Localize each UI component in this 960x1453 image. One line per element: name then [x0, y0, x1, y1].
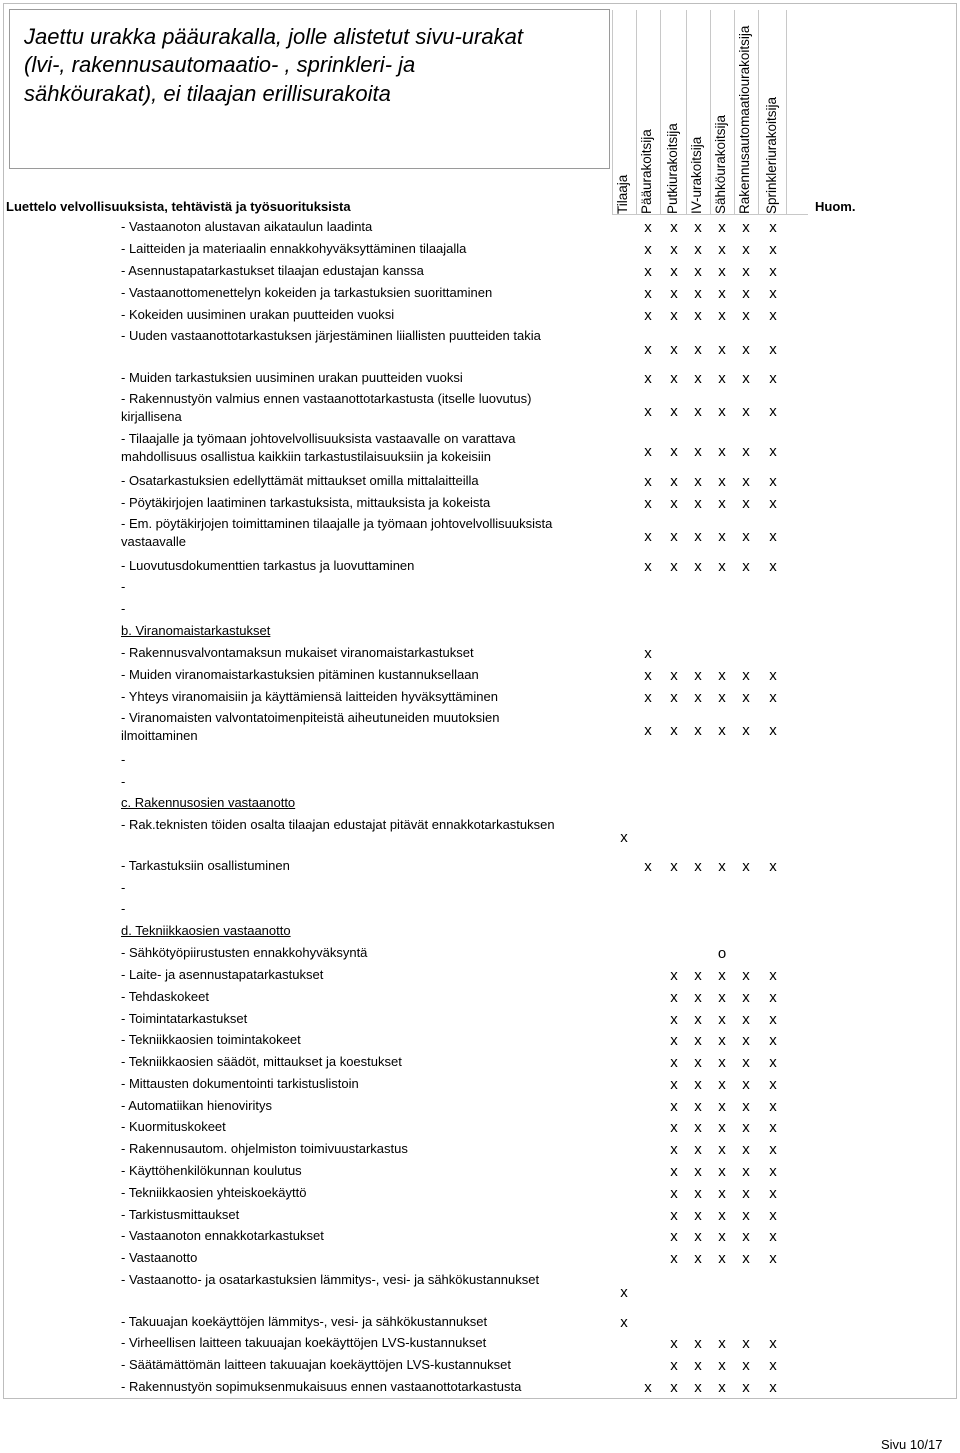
responsibility-mark: x: [718, 285, 726, 302]
responsibility-mark: x: [670, 241, 678, 258]
column-separator: [758, 10, 759, 214]
responsibility-mark: x: [742, 285, 750, 302]
task-text: - Kuormituskokeet: [121, 1119, 226, 1134]
task-text: - Asennustapatarkastukset tilaajan edustajan kanssa: [121, 263, 424, 278]
column-header: Sprinkleriurakoitsija: [764, 96, 779, 214]
responsibility-mark: x: [644, 219, 652, 236]
responsibility-mark: x: [718, 241, 726, 258]
column-header: Tilaaja: [615, 174, 630, 214]
responsibility-mark: x: [670, 722, 678, 739]
responsibility-mark: x: [769, 1011, 777, 1028]
responsibility-mark: x: [742, 1250, 750, 1267]
task-text: - Tekniikkaosien toimintakokeet: [121, 1032, 301, 1047]
responsibility-mark: x: [670, 1335, 678, 1352]
responsibility-mark: x: [742, 1228, 750, 1245]
responsibility-mark: x: [718, 1228, 726, 1245]
task-text: - Tehdaskokeet: [121, 989, 209, 1004]
task-text: -: [121, 579, 126, 594]
task-text: - Mittausten dokumentointi tarkistuslistoin: [121, 1076, 359, 1091]
responsibility-mark: x: [742, 989, 750, 1006]
task-text: b. Viranomaistarkastukset: [121, 623, 271, 638]
responsibility-mark: x: [644, 858, 652, 875]
responsibility-mark: x: [620, 829, 628, 846]
column-header: IV-urakoitsija: [689, 136, 704, 214]
responsibility-mark: x: [718, 1335, 726, 1352]
column-separator: [710, 10, 711, 214]
column-header: Rakennusautomaatiourakoitsija: [737, 25, 752, 214]
responsibility-mark: x: [620, 1314, 628, 1331]
responsibility-mark: x: [718, 722, 726, 739]
task-text: - Sähkötyöpiirustusten ennakkohyväksyntä: [121, 945, 368, 960]
responsibility-mark: x: [769, 858, 777, 875]
responsibility-mark: x: [694, 1357, 702, 1374]
responsibility-mark: x: [670, 443, 678, 460]
responsibility-mark: x: [742, 1032, 750, 1049]
task-text: - Muiden tarkastuksien uusiminen urakan puutteiden vuoksi: [121, 370, 463, 385]
responsibility-mark: x: [670, 528, 678, 545]
task-text: - Virheellisen laitteen takuuajan koekäyttöjen LVS-kustannukset: [121, 1335, 487, 1350]
task-text: - Muiden viranomaistarkastuksien pitäminen kustannuksellaan: [121, 667, 479, 682]
title-box: [9, 9, 610, 169]
column-separator: [734, 10, 735, 214]
task-text: d. Tekniikkaosien vastaanotto: [121, 923, 291, 938]
task-text: - Rakennusvalvontamaksun mukaiset viranomaistarkastukset: [121, 645, 474, 660]
responsibility-mark: x: [644, 285, 652, 302]
responsibility-mark: x: [718, 528, 726, 545]
header-rule: [612, 214, 808, 215]
responsibility-mark: x: [718, 1119, 726, 1136]
task-text: - Pöytäkirjojen laatiminen tarkastuksista, mittauksista ja kokeista: [121, 495, 491, 510]
responsibility-mark: x: [769, 1119, 777, 1136]
responsibility-mark: x: [718, 219, 726, 236]
responsibility-mark: x: [718, 1163, 726, 1180]
responsibility-mark: x: [694, 495, 702, 512]
responsibility-mark: x: [670, 1054, 678, 1071]
task-text: - Tarkistusmittaukset: [121, 1207, 240, 1222]
responsibility-mark: x: [769, 722, 777, 739]
responsibility-mark: x: [718, 1098, 726, 1115]
responsibility-mark: x: [644, 1379, 652, 1396]
responsibility-mark: x: [718, 1207, 726, 1224]
responsibility-mark: x: [644, 722, 652, 739]
responsibility-mark: x: [742, 1207, 750, 1224]
responsibility-mark: x: [644, 645, 652, 662]
responsibility-mark: x: [742, 722, 750, 739]
responsibility-mark: x: [718, 403, 726, 420]
responsibility-mark: x: [742, 1119, 750, 1136]
responsibility-mark: x: [769, 1098, 777, 1115]
task-text: -: [121, 901, 126, 916]
responsibility-mark: x: [718, 858, 726, 875]
responsibility-mark: x: [769, 403, 777, 420]
responsibility-mark: x: [742, 1098, 750, 1115]
responsibility-mark: x: [670, 1228, 678, 1245]
responsibility-mark: x: [694, 1119, 702, 1136]
responsibility-mark: x: [718, 473, 726, 490]
responsibility-mark: x: [644, 341, 652, 358]
responsibility-mark: x: [694, 989, 702, 1006]
responsibility-mark: x: [644, 307, 652, 324]
responsibility-mark: x: [670, 689, 678, 706]
responsibility-mark: x: [742, 667, 750, 684]
responsibility-mark: x: [718, 989, 726, 1006]
responsibility-mark: x: [694, 1335, 702, 1352]
intro-heading: Luettelo velvollisuuksista, tehtävistä ja työsuorituksista: [6, 199, 351, 214]
responsibility-mark: x: [718, 1379, 726, 1396]
task-text: c. Rakennusosien vastaanotto: [121, 795, 296, 810]
responsibility-mark: x: [718, 1054, 726, 1071]
column-separator: [786, 10, 787, 214]
responsibility-mark: x: [670, 989, 678, 1006]
responsibility-mark: x: [694, 1098, 702, 1115]
responsibility-mark: x: [769, 1207, 777, 1224]
responsibility-mark: x: [694, 1228, 702, 1245]
responsibility-mark: x: [718, 667, 726, 684]
responsibility-mark: x: [742, 219, 750, 236]
task-text: - Vastaanoton alustavan aikataulun laadinta: [121, 219, 373, 234]
task-text: - Vastaanotto: [121, 1250, 198, 1265]
responsibility-mark: x: [742, 403, 750, 420]
responsibility-mark: x: [769, 1054, 777, 1071]
responsibility-mark: x: [769, 443, 777, 460]
responsibility-mark: x: [718, 1032, 726, 1049]
responsibility-mark: x: [694, 858, 702, 875]
task-text: - Viranomaisten valvontatoimenpiteistä aiheutuneiden muutoksien ilmoittaminen: [121, 710, 500, 743]
task-text: -: [121, 880, 126, 895]
task-text: - Automatiikan hienoviritys: [121, 1098, 273, 1113]
responsibility-mark: o: [717, 945, 727, 962]
huom-heading: Huom.: [815, 199, 856, 214]
column-separator: [612, 10, 613, 214]
task-text: - Vastaanoton ennakkotarkastukset: [121, 1228, 324, 1243]
task-text: - Käyttöhenkilökunnan koulutus: [121, 1163, 302, 1178]
responsibility-mark: x: [718, 341, 726, 358]
responsibility-mark: x: [670, 1032, 678, 1049]
task-text: - Toimintatarkastukset: [121, 1011, 248, 1026]
responsibility-mark: x: [694, 722, 702, 739]
responsibility-mark: x: [769, 1379, 777, 1396]
responsibility-mark: x: [742, 1379, 750, 1396]
responsibility-mark: x: [620, 1284, 628, 1301]
responsibility-mark: x: [769, 1076, 777, 1093]
task-text: -: [121, 774, 126, 789]
column-header: Putkiurakoitsija: [665, 123, 680, 214]
responsibility-mark: x: [670, 307, 678, 324]
responsibility-mark: x: [769, 370, 777, 387]
responsibility-mark: x: [694, 219, 702, 236]
responsibility-mark: x: [670, 263, 678, 280]
title-line-3: sähköurakat), ei tilaajan erillisurakoita: [24, 81, 391, 106]
task-text: - Rak.teknisten töiden osalta tilaajan edustajat pitävät ennakkotarkastuksen: [121, 817, 555, 832]
responsibility-mark: x: [644, 443, 652, 460]
responsibility-mark: x: [769, 307, 777, 324]
responsibility-mark: x: [694, 1076, 702, 1093]
responsibility-mark: x: [670, 1098, 678, 1115]
responsibility-mark: x: [694, 689, 702, 706]
responsibility-mark: x: [694, 1185, 702, 1202]
responsibility-mark: x: [718, 558, 726, 575]
responsibility-mark: x: [769, 1141, 777, 1158]
responsibility-mark: x: [769, 495, 777, 512]
responsibility-mark: x: [644, 241, 652, 258]
task-text: -: [121, 601, 126, 616]
responsibility-mark: x: [670, 858, 678, 875]
responsibility-mark: x: [718, 967, 726, 984]
column-header: Sähköurakoitsija: [713, 114, 728, 214]
responsibility-mark: x: [769, 667, 777, 684]
responsibility-mark: x: [718, 1076, 726, 1093]
responsibility-mark: x: [694, 1141, 702, 1158]
responsibility-mark: x: [694, 370, 702, 387]
responsibility-mark: x: [718, 307, 726, 324]
responsibility-mark: x: [742, 307, 750, 324]
responsibility-mark: x: [742, 1163, 750, 1180]
responsibility-mark: x: [742, 263, 750, 280]
task-text: - Luovutusdokumenttien tarkastus ja luovuttaminen: [121, 558, 415, 573]
task-text: - Säätämättömän laitteen takuuajan koekäyttöjen LVS-kustannukset: [121, 1357, 511, 1372]
task-text: - Kokeiden uusiminen urakan puutteiden vuoksi: [121, 307, 395, 322]
responsibility-mark: x: [769, 989, 777, 1006]
task-text: - Tilaajalle ja työmaan johtovelvollisuuksista vastaavalle on varattava mahdollisuus osallistua kaikkiin tarkastustilaisuuksiin ja kokeisiin: [121, 431, 516, 464]
responsibility-mark: x: [718, 495, 726, 512]
responsibility-mark: x: [644, 473, 652, 490]
title-line-2: (lvi-, rakennusautomaatio- , sprinkleri- ja: [24, 52, 416, 77]
task-text: - Rakennustyön sopimuksenmukaisuus ennen vastaanottotarkastusta: [121, 1379, 522, 1394]
task-text: - Osatarkastuksien edellyttämät mittaukset omilla mittalaitteilla: [121, 473, 479, 488]
responsibility-mark: x: [670, 1141, 678, 1158]
responsibility-mark: x: [694, 1163, 702, 1180]
responsibility-mark: x: [644, 370, 652, 387]
responsibility-mark: x: [670, 1357, 678, 1374]
responsibility-mark: x: [769, 1185, 777, 1202]
responsibility-mark: x: [742, 1357, 750, 1374]
responsibility-mark: x: [694, 1032, 702, 1049]
responsibility-mark: x: [670, 219, 678, 236]
responsibility-mark: x: [742, 558, 750, 575]
responsibility-mark: x: [670, 1119, 678, 1136]
task-text: - Vastaanottomenettelyn kokeiden ja tarkastuksien suorittaminen: [121, 285, 493, 300]
responsibility-mark: x: [644, 689, 652, 706]
responsibility-mark: x: [769, 263, 777, 280]
responsibility-mark: x: [718, 1250, 726, 1267]
responsibility-mark: x: [742, 967, 750, 984]
responsibility-mark: x: [694, 403, 702, 420]
responsibility-mark: x: [769, 558, 777, 575]
task-text: - Tekniikkaosien yhteiskoekäyttö: [121, 1185, 307, 1200]
responsibility-mark: x: [718, 1185, 726, 1202]
task-text: - Laitteiden ja materiaalin ennakkohyväksyttäminen tilaajalla: [121, 241, 467, 256]
column-separator: [636, 10, 637, 214]
responsibility-mark: x: [670, 495, 678, 512]
responsibility-mark: x: [670, 1207, 678, 1224]
responsibility-mark: x: [694, 558, 702, 575]
responsibility-mark: x: [769, 241, 777, 258]
responsibility-mark: x: [718, 263, 726, 280]
responsibility-mark: x: [742, 341, 750, 358]
responsibility-mark: x: [718, 370, 726, 387]
responsibility-mark: x: [644, 558, 652, 575]
responsibility-mark: x: [644, 667, 652, 684]
responsibility-mark: x: [694, 473, 702, 490]
responsibility-mark: x: [670, 1185, 678, 1202]
responsibility-mark: x: [644, 403, 652, 420]
responsibility-mark: x: [670, 403, 678, 420]
task-text: - Uuden vastaanottotarkastuksen järjestäminen liiallisten puutteiden takia: [121, 328, 541, 343]
responsibility-mark: x: [670, 370, 678, 387]
responsibility-mark: x: [670, 667, 678, 684]
responsibility-mark: x: [742, 528, 750, 545]
task-text: - Laite- ja asennustapatarkastukset: [121, 967, 324, 982]
responsibility-mark: x: [718, 1011, 726, 1028]
responsibility-mark: x: [742, 473, 750, 490]
responsibility-mark: x: [694, 443, 702, 460]
responsibility-mark: x: [644, 263, 652, 280]
responsibility-mark: x: [718, 1141, 726, 1158]
column-separator: [686, 10, 687, 214]
responsibility-mark: x: [694, 1054, 702, 1071]
responsibility-mark: x: [644, 528, 652, 545]
responsibility-mark: x: [742, 443, 750, 460]
responsibility-mark: x: [718, 443, 726, 460]
responsibility-mark: x: [694, 307, 702, 324]
task-text: - Takuuajan koekäyttöjen lämmitys-, vesi- ja sähkökustannukset: [121, 1314, 488, 1329]
responsibility-mark: x: [769, 967, 777, 984]
responsibility-mark: x: [742, 689, 750, 706]
page-number: Sivu 10/17: [881, 1437, 943, 1452]
task-text: - Vastaanotto- ja osatarkastuksien lämmitys-, vesi- ja sähkökustannukset: [121, 1272, 540, 1287]
responsibility-mark: x: [742, 495, 750, 512]
responsibility-mark: x: [769, 219, 777, 236]
task-text: -: [121, 752, 126, 767]
responsibility-mark: x: [742, 370, 750, 387]
task-text: - Em. pöytäkirjojen toimittaminen tilaajalle ja työmaan johtovelvollisuuksista vastaavalle: [121, 516, 553, 549]
responsibility-mark: x: [694, 241, 702, 258]
responsibility-mark: x: [769, 1335, 777, 1352]
responsibility-mark: x: [694, 285, 702, 302]
task-text: - Tarkastuksiin osallistuminen: [121, 858, 290, 873]
responsibility-mark: x: [742, 1054, 750, 1071]
responsibility-mark: x: [694, 528, 702, 545]
responsibility-mark: x: [718, 1357, 726, 1374]
responsibility-mark: x: [742, 1011, 750, 1028]
responsibility-mark: x: [769, 689, 777, 706]
responsibility-mark: x: [644, 495, 652, 512]
responsibility-mark: x: [670, 341, 678, 358]
column-separator: [660, 10, 661, 214]
responsibility-mark: x: [670, 1163, 678, 1180]
responsibility-mark: x: [769, 473, 777, 490]
responsibility-mark: x: [769, 1163, 777, 1180]
responsibility-mark: x: [742, 858, 750, 875]
responsibility-mark: x: [718, 689, 726, 706]
responsibility-mark: x: [769, 341, 777, 358]
responsibility-mark: x: [769, 1357, 777, 1374]
responsibility-mark: x: [769, 1032, 777, 1049]
responsibility-mark: x: [670, 1250, 678, 1267]
responsibility-mark: x: [694, 1207, 702, 1224]
responsibility-mark: x: [670, 473, 678, 490]
responsibility-mark: x: [694, 263, 702, 280]
responsibility-mark: x: [742, 1141, 750, 1158]
responsibility-mark: x: [694, 1379, 702, 1396]
responsibility-mark: x: [769, 1228, 777, 1245]
task-text: - Rakennusautom. ohjelmiston toimivuustarkastus: [121, 1141, 408, 1156]
responsibility-mark: x: [769, 528, 777, 545]
responsibility-mark: x: [694, 341, 702, 358]
responsibility-mark: x: [670, 1379, 678, 1396]
responsibility-mark: x: [670, 285, 678, 302]
task-text: - Rakennustyön valmius ennen vastaanottotarkastusta (itselle luovutus) kirjallisena: [121, 391, 532, 424]
column-header: Pääurakoitsija: [639, 129, 654, 214]
title-line-1: Jaettu urakka pääurakalla, jolle alistetut sivu-urakat: [24, 24, 523, 49]
responsibility-mark: x: [742, 241, 750, 258]
responsibility-mark: x: [742, 1335, 750, 1352]
responsibility-mark: x: [694, 1011, 702, 1028]
task-text: - Yhteys viranomaisiin ja käyttämiensä laitteiden hyväksyttäminen: [121, 689, 498, 704]
responsibility-mark: x: [694, 1250, 702, 1267]
task-text: - Tekniikkaosien säädöt, mittaukset ja koestukset: [121, 1054, 402, 1069]
responsibility-mark: x: [742, 1185, 750, 1202]
responsibility-mark: x: [670, 558, 678, 575]
responsibility-mark: x: [742, 1076, 750, 1093]
responsibility-mark: x: [769, 1250, 777, 1267]
responsibility-mark: x: [694, 967, 702, 984]
responsibility-mark: x: [670, 1011, 678, 1028]
responsibility-mark: x: [670, 1076, 678, 1093]
responsibility-mark: x: [670, 967, 678, 984]
responsibility-mark: x: [694, 667, 702, 684]
responsibility-mark: x: [769, 285, 777, 302]
